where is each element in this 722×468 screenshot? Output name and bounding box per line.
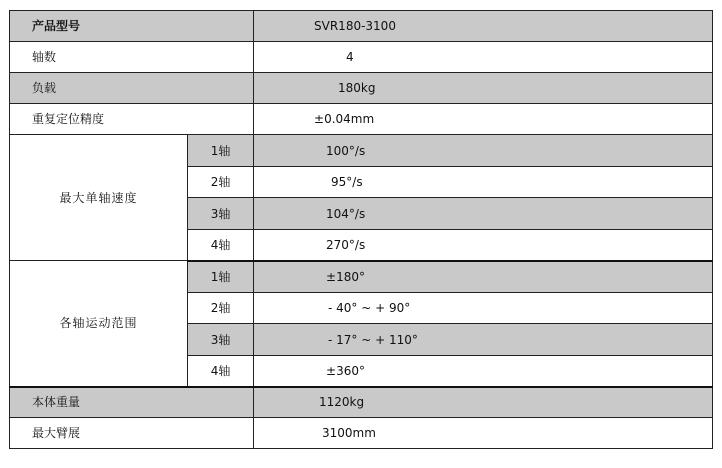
repeatability-value: ±0.04mm <box>254 104 713 135</box>
payload-value: 180kg <box>254 73 713 104</box>
speed-value-2: 95°/s <box>254 167 713 198</box>
body-weight-label: 本体重量 <box>10 387 254 418</box>
model-value: SVR180-3100 <box>254 11 713 42</box>
speed-value-3: 104°/s <box>254 198 713 230</box>
row-axes-count <box>10 42 713 73</box>
range-value-1: ±180° <box>254 261 713 293</box>
row-payload <box>10 73 713 104</box>
speed-value-1: 100°/s <box>254 135 713 167</box>
max-reach-label: 最大臂展 <box>10 418 254 449</box>
speed-axis-3: 3轴 <box>188 198 254 230</box>
speed-axis-1: 1轴 <box>188 135 254 167</box>
row-repeatability <box>10 104 713 135</box>
payload-label: 负载 <box>10 73 254 104</box>
range-value-2: - 40° ~ + 90° <box>254 293 713 324</box>
axes-count-value: 4 <box>254 42 713 73</box>
model-label: 产品型号 <box>10 11 254 42</box>
row-model <box>10 11 713 42</box>
range-value-4: ±360° <box>254 356 713 387</box>
range-axis-2: 2轴 <box>188 293 254 324</box>
row-speed-1 <box>10 135 713 167</box>
axes-count-label: 轴数 <box>10 42 254 73</box>
range-value-3: - 17° ~ + 110° <box>254 324 713 356</box>
range-axis-4: 4轴 <box>188 356 254 387</box>
body-weight-value: 1120kg <box>254 387 713 418</box>
motion-range-label: 各轴运动范围 <box>10 261 188 387</box>
max-reach-value: 3100mm <box>254 418 713 449</box>
row-range-1 <box>10 261 713 293</box>
range-axis-1: 1轴 <box>188 261 254 293</box>
row-max-reach <box>10 418 713 449</box>
speed-value-4: 270°/s <box>254 230 713 261</box>
range-axis-3: 3轴 <box>188 324 254 356</box>
repeatability-label: 重复定位精度 <box>10 104 254 135</box>
spec-table <box>9 10 713 449</box>
speed-axis-2: 2轴 <box>188 167 254 198</box>
speed-axis-4: 4轴 <box>188 230 254 261</box>
max-speed-label: 最大单轴速度 <box>10 135 188 261</box>
row-body-weight <box>10 387 713 418</box>
